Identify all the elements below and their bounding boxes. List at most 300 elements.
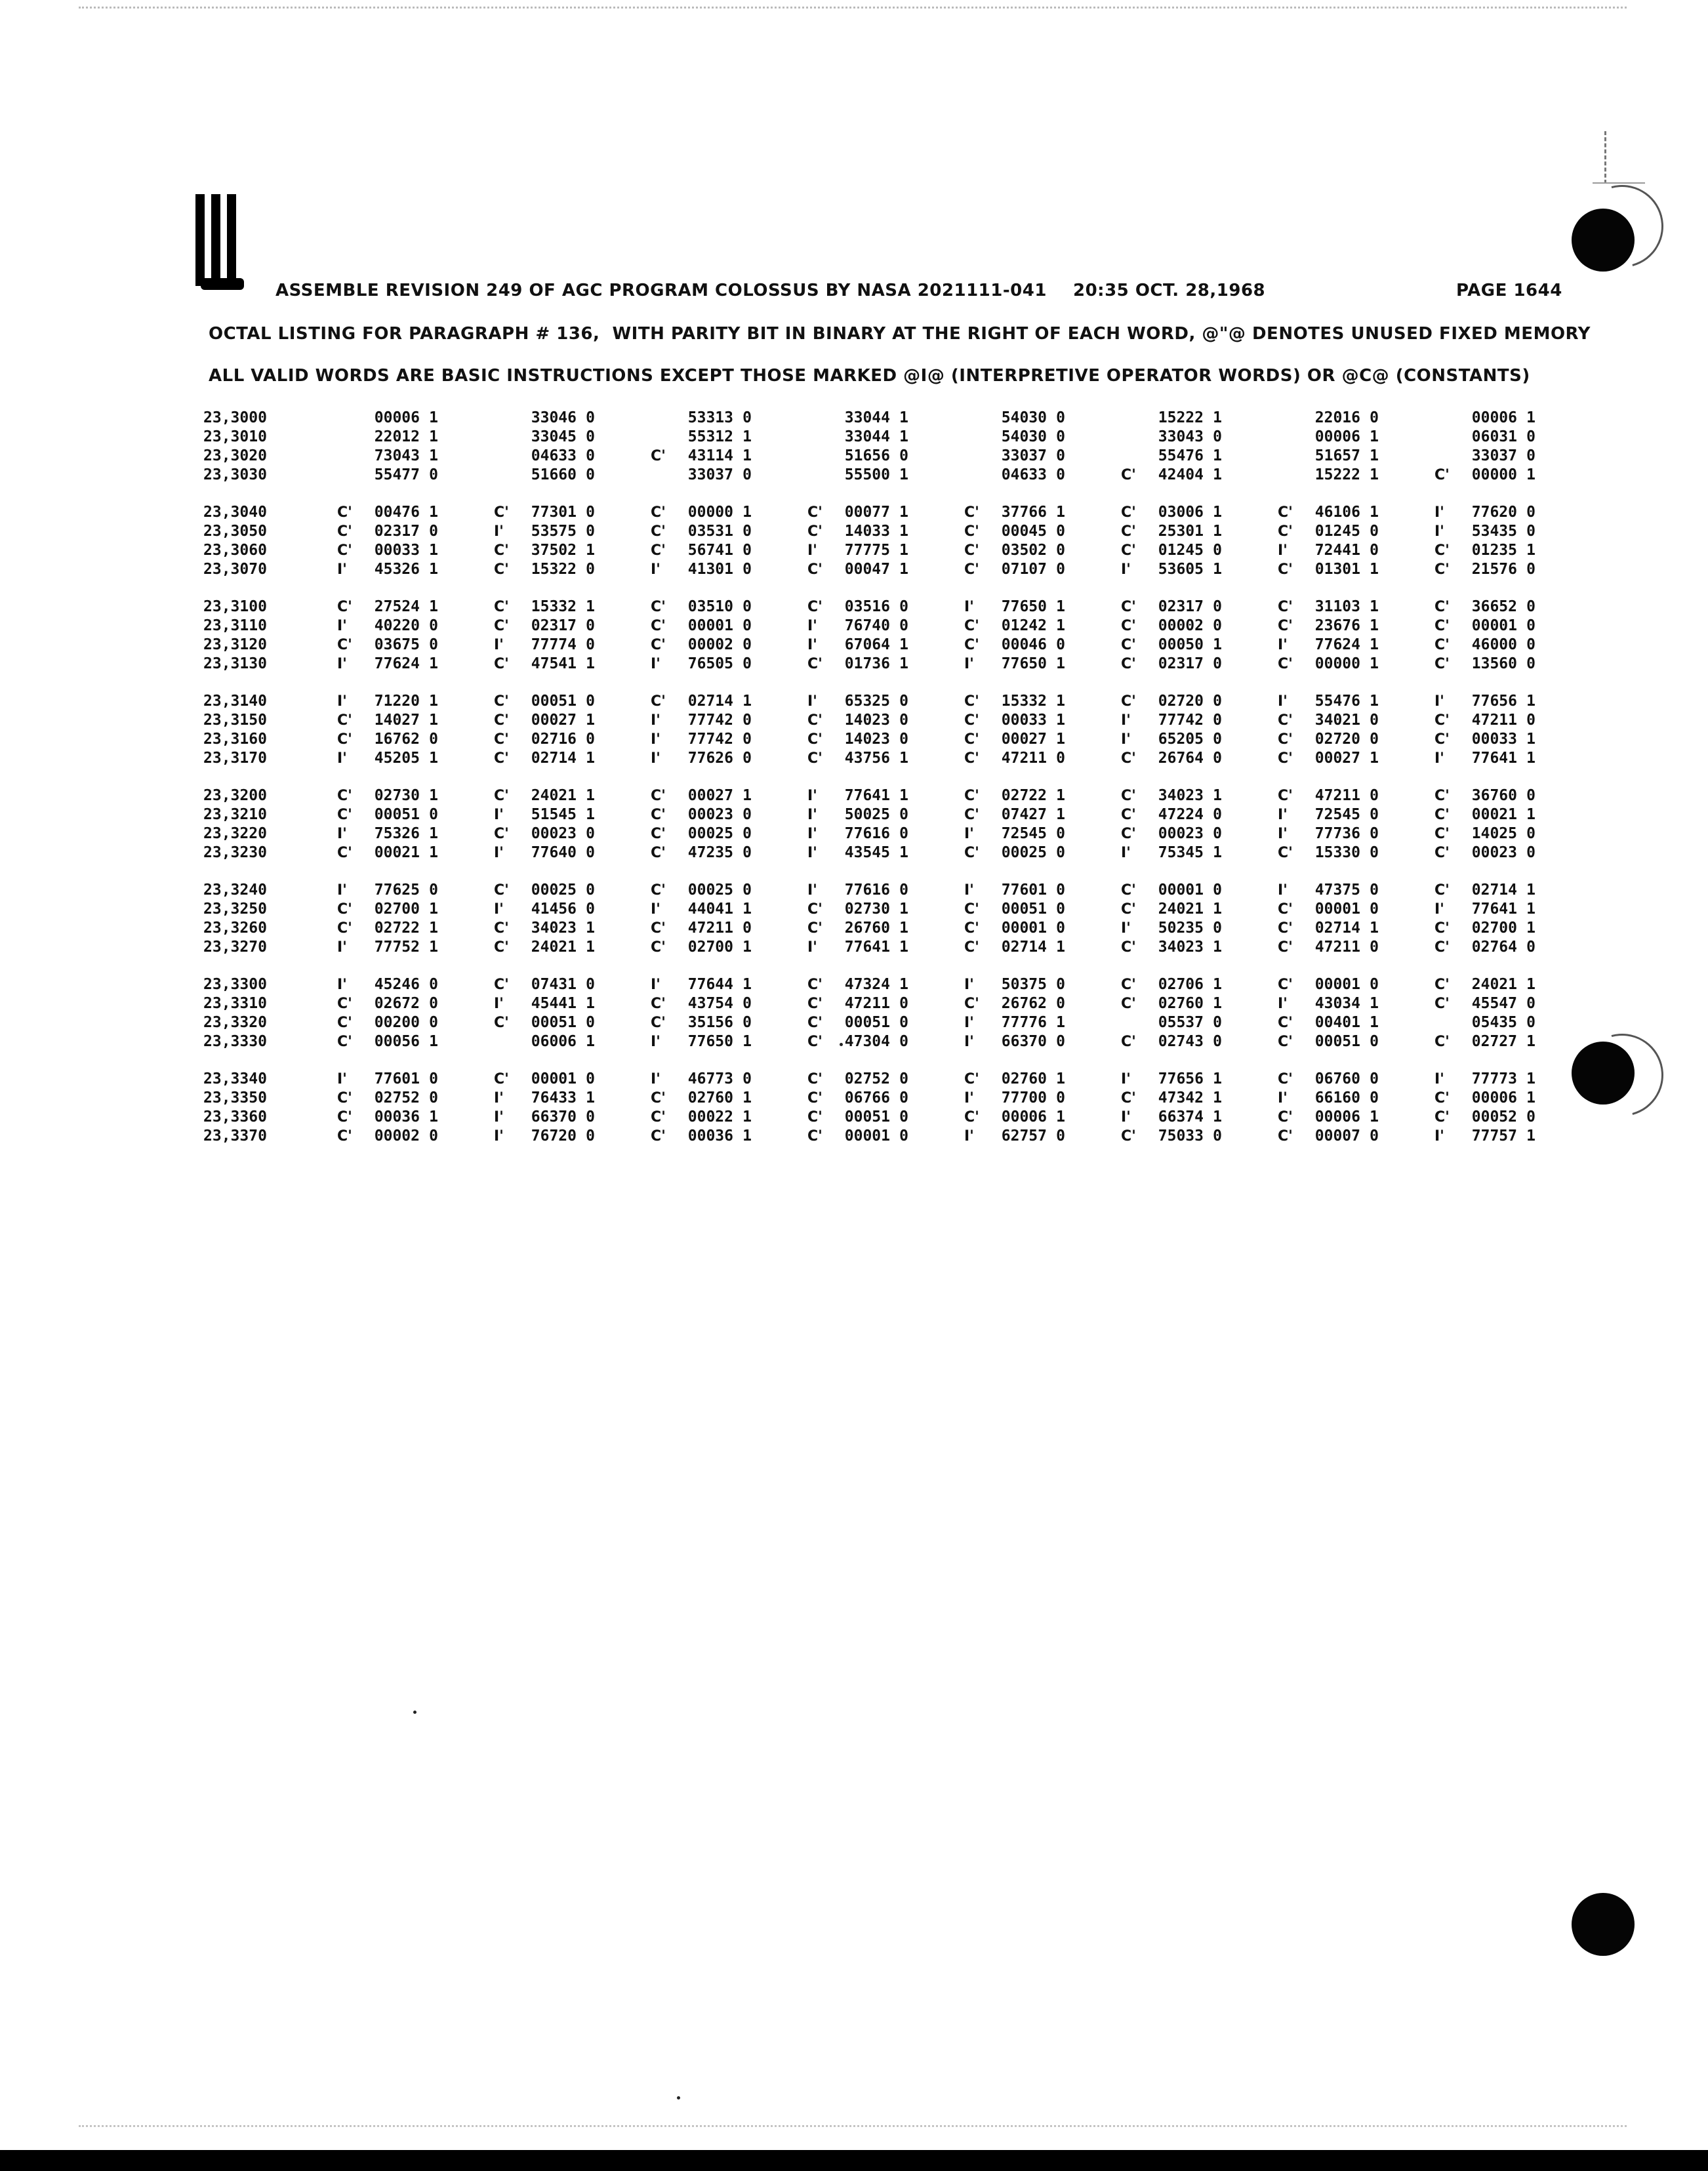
parity-bit: 0 (1213, 806, 1222, 823)
parity-bit: 1 (1370, 504, 1379, 521)
parity-bit: 0 (586, 636, 595, 653)
listing-row (203, 1108, 1568, 1127)
octal-value: 24021 (531, 787, 577, 804)
word-type-marker: C' (807, 901, 823, 918)
octal-value: 24021 (1471, 976, 1517, 993)
word-type-marker: C' (1434, 920, 1450, 937)
parity-bit: 0 (1526, 712, 1535, 729)
octal-word (494, 447, 625, 464)
listing-row (203, 428, 1568, 447)
parity-bit: 1 (1526, 693, 1535, 710)
octal-word (494, 995, 625, 1012)
word-type-marker: C' (964, 637, 979, 653)
octal-value: 55476 (1314, 693, 1360, 710)
octal-value: 21576 (1471, 561, 1517, 578)
octal-word (1434, 806, 1566, 823)
octal-word (1121, 561, 1252, 578)
listing-row (203, 750, 1568, 769)
word-type-marker: C' (1121, 939, 1136, 956)
parity-bit: 0 (429, 995, 438, 1012)
octal-value: 77736 (1314, 825, 1360, 842)
word-type-marker: I' (337, 750, 347, 767)
word-type-marker: C' (494, 504, 509, 521)
octal-value: 00000 (1314, 655, 1360, 672)
octal-word (964, 693, 1095, 710)
octal-value: 56741 (687, 542, 733, 559)
word-type-marker: C' (1121, 523, 1136, 540)
word-type-marker: I' (494, 1090, 504, 1106)
octal-word (964, 1127, 1095, 1145)
octal-value: 02716 (531, 731, 577, 748)
word-type-marker: I' (964, 826, 974, 842)
octal-value: 37502 (531, 542, 577, 559)
octal-word (651, 825, 782, 842)
word-type-marker: C' (807, 920, 823, 937)
parity-bit: 1 (1370, 750, 1379, 767)
octal-value: 55477 (374, 466, 420, 483)
octal-word (494, 976, 625, 993)
word-type-marker: C' (1121, 901, 1136, 918)
octal-word (337, 1089, 468, 1106)
parity-bit: 0 (742, 844, 752, 861)
octal-word (1278, 447, 1409, 464)
octal-word (1278, 561, 1409, 578)
parity-bit: 1 (1370, 1014, 1379, 1031)
parity-bit: 1 (1056, 731, 1065, 748)
word-type-marker: I' (1121, 845, 1131, 861)
octal-value: 00476 (374, 504, 420, 521)
octal-value: 77700 (1001, 1089, 1047, 1106)
parity-bit: 0 (1526, 561, 1535, 578)
word-type-marker: C' (1121, 599, 1136, 615)
octal-value: 77626 (687, 750, 733, 767)
octal-value: 02317 (531, 617, 577, 634)
parity-bit: 0 (899, 1108, 908, 1126)
octal-word (1121, 617, 1252, 634)
parity-bit: 0 (1370, 787, 1379, 804)
octal-word (964, 976, 1095, 993)
word-type-marker: C' (337, 788, 352, 804)
parity-bit: 1 (1370, 561, 1379, 578)
memory-address: 23,3160 (203, 731, 267, 748)
listing-row (203, 1014, 1568, 1033)
word-type-marker: C' (1121, 977, 1136, 993)
octal-value: 01242 (1001, 617, 1047, 634)
octal-word (494, 1089, 625, 1106)
octal-word (807, 1127, 939, 1145)
octal-value: 05537 (1158, 1014, 1204, 1031)
octal-value: 00050 (1158, 636, 1204, 653)
parity-bit: 1 (899, 976, 908, 993)
hole-punch-middle (1572, 1042, 1635, 1105)
word-type-marker: C' (807, 731, 823, 748)
parity-bit: 1 (1370, 617, 1379, 634)
octal-value: 77644 (687, 976, 733, 993)
octal-value: 47211 (1314, 787, 1360, 804)
octal-word (651, 750, 782, 767)
word-type-marker: I' (651, 656, 661, 672)
parity-bit: 1 (429, 428, 438, 445)
parity-bit: 1 (1056, 806, 1065, 823)
word-type-marker: C' (1434, 656, 1450, 672)
parity-bit: 0 (1213, 1127, 1222, 1145)
octal-word (651, 466, 782, 483)
word-type-marker: C' (964, 618, 979, 634)
memory-address: 23,3010 (203, 428, 267, 445)
word-type-marker: C' (1434, 599, 1450, 615)
word-type-marker: C' (1278, 599, 1293, 615)
octal-value: 00006 (1001, 1108, 1047, 1126)
parity-bit: 1 (742, 447, 752, 464)
octal-word (807, 825, 939, 842)
octal-word (1278, 806, 1409, 823)
octal-word (651, 655, 782, 672)
octal-word (964, 409, 1095, 426)
listing-row (203, 882, 1568, 901)
octal-word (1278, 655, 1409, 672)
octal-value: 00033 (374, 542, 420, 559)
listing-row (203, 1033, 1568, 1052)
octal-value: 53313 (687, 409, 733, 426)
parity-bit: 0 (1213, 693, 1222, 710)
word-type-marker: C' (494, 561, 509, 578)
octal-value: 02714 (687, 693, 733, 710)
octal-value: 77775 (844, 542, 890, 559)
octal-value: 16762 (374, 731, 420, 748)
octal-word (337, 1033, 468, 1050)
memory-address: 23,3320 (203, 1014, 267, 1031)
octal-value: 47211 (1471, 712, 1517, 729)
listing-row (203, 939, 1568, 958)
octal-value: 00033 (1471, 731, 1517, 748)
octal-value: 77757 (1471, 1127, 1517, 1145)
parity-bit: 1 (1213, 466, 1222, 483)
word-type-marker: C' (494, 882, 509, 899)
parity-bit: 1 (1526, 1070, 1535, 1087)
parity-bit: 0 (1370, 731, 1379, 748)
octal-word (337, 976, 468, 993)
parity-bit: 0 (1213, 825, 1222, 842)
octal-word (337, 731, 468, 748)
parity-bit: 1 (742, 976, 752, 993)
parity-bit: 1 (586, 598, 595, 615)
parity-bit: 1 (899, 750, 908, 767)
octal-word (807, 976, 939, 993)
word-type-marker: I' (807, 882, 817, 899)
page-number: PAGE 1644 (1456, 281, 1562, 300)
octal-value: 23676 (1314, 617, 1360, 634)
scan-speck (413, 1711, 417, 1714)
parity-bit: 1 (586, 939, 595, 956)
octal-word (337, 655, 468, 672)
parity-bit: 0 (899, 712, 908, 729)
parity-bit: 1 (1526, 1089, 1535, 1106)
octal-word (1278, 466, 1409, 483)
octal-value: 01301 (1314, 561, 1360, 578)
parity-bit: 1 (586, 655, 595, 672)
listing-block (203, 504, 1568, 580)
octal-value: 47541 (531, 655, 577, 672)
octal-word (651, 920, 782, 937)
word-type-marker: C' (337, 637, 352, 653)
word-type-marker: I' (807, 826, 817, 842)
octal-value: 00046 (1001, 636, 1047, 653)
parity-bit: 1 (1213, 561, 1222, 578)
octal-value: 77601 (1001, 882, 1047, 899)
octal-value: 00401 (1314, 1014, 1360, 1031)
listing-block (203, 598, 1568, 674)
parity-bit: 0 (1056, 523, 1065, 540)
octal-value: 02752 (374, 1089, 420, 1106)
parity-bit: 0 (742, 806, 752, 823)
parity-bit: 1 (1056, 504, 1065, 521)
octal-value: 75033 (1158, 1127, 1204, 1145)
parity-bit: 0 (586, 447, 595, 464)
word-type-marker: I' (651, 977, 661, 993)
parity-bit: 1 (1213, 1089, 1222, 1106)
parity-bit: 0 (1370, 1033, 1379, 1050)
octal-word (1121, 598, 1252, 615)
word-type-marker: C' (651, 1015, 666, 1031)
parity-bit: 0 (1526, 995, 1535, 1012)
word-type-marker: C' (1278, 1109, 1293, 1126)
listing-row (203, 447, 1568, 466)
octal-word (1121, 1014, 1252, 1031)
listing-row (203, 617, 1568, 636)
word-type-marker: C' (337, 712, 352, 729)
word-type-marker: C' (964, 561, 979, 578)
octal-value: 76720 (531, 1127, 577, 1145)
registration-bar (195, 194, 205, 286)
parity-bit: 0 (1056, 409, 1065, 426)
octal-word (651, 995, 782, 1012)
octal-word (1121, 1070, 1252, 1087)
octal-word (1278, 523, 1409, 540)
parity-bit: 0 (586, 504, 595, 521)
octal-value: 33044 (844, 428, 890, 445)
parity-bit: 1 (742, 428, 752, 445)
octal-word (1121, 976, 1252, 993)
memory-address: 23,3150 (203, 712, 267, 729)
parity-bit: 1 (1370, 995, 1379, 1012)
octal-word (494, 409, 625, 426)
parity-bit: 0 (586, 561, 595, 578)
octal-value: 02714 (531, 750, 577, 767)
registration-bar (227, 194, 236, 286)
parity-bit: 0 (899, 806, 908, 823)
octal-word (494, 636, 625, 653)
word-type-marker: C' (651, 599, 666, 615)
octal-value: 27524 (374, 598, 420, 615)
octal-value: 77640 (531, 844, 577, 861)
parity-bit: 1 (429, 920, 438, 937)
octal-word (1434, 901, 1566, 918)
octal-word (651, 1033, 782, 1050)
octal-value: 75326 (374, 825, 420, 842)
word-type-marker: C' (1434, 542, 1450, 559)
memory-address: 23,3270 (203, 939, 267, 956)
octal-word (494, 561, 625, 578)
octal-word (1434, 598, 1566, 615)
parity-bit: 1 (1213, 976, 1222, 993)
octal-word (1278, 1127, 1409, 1145)
octal-value: 00022 (687, 1108, 733, 1126)
octal-word (337, 787, 468, 804)
octal-word (1278, 995, 1409, 1012)
word-type-marker: C' (964, 542, 979, 559)
listing-row (203, 825, 1568, 844)
octal-word (337, 561, 468, 578)
octal-word (964, 447, 1095, 464)
parity-bit: 0 (1056, 1127, 1065, 1145)
octal-value: 01736 (844, 655, 890, 672)
octal-word (651, 806, 782, 823)
word-type-marker: C' (807, 996, 823, 1012)
octal-word (1121, 920, 1252, 937)
octal-value: 77624 (1314, 636, 1360, 653)
parity-bit: 1 (1213, 1070, 1222, 1087)
octal-word (964, 731, 1095, 748)
parity-bit: 0 (742, 561, 752, 578)
octal-word (494, 882, 625, 899)
octal-word (1121, 939, 1252, 956)
parity-bit: 0 (1370, 825, 1379, 842)
memory-address: 23,3350 (203, 1089, 267, 1106)
memory-address: 23,3060 (203, 542, 267, 559)
octal-value: 00001 (687, 617, 733, 634)
parity-bit: 0 (429, 1070, 438, 1087)
word-type-marker: C' (1278, 712, 1293, 729)
octal-word (807, 466, 939, 483)
octal-value: 76740 (844, 617, 890, 634)
octal-value: 03502 (1001, 542, 1047, 559)
octal-value: 72441 (1314, 542, 1360, 559)
octal-value: 15332 (531, 598, 577, 615)
octal-word (337, 504, 468, 521)
parity-bit: 1 (1213, 523, 1222, 540)
octal-word (964, 1070, 1095, 1087)
octal-value: 33037 (1471, 447, 1517, 464)
octal-value: 43034 (1314, 995, 1360, 1012)
word-type-marker: C' (337, 1128, 352, 1145)
octal-value: 72545 (1314, 806, 1360, 823)
word-type-marker: C' (337, 731, 352, 748)
octal-word (494, 504, 625, 521)
parity-bit: 1 (1056, 598, 1065, 615)
memory-address: 23,3030 (203, 466, 267, 483)
octal-word (807, 1033, 939, 1050)
parity-bit: 0 (742, 731, 752, 748)
parity-bit: 0 (1370, 901, 1379, 918)
octal-word (1278, 844, 1409, 861)
parity-bit: 0 (1056, 901, 1065, 918)
parity-bit: 0 (586, 825, 595, 842)
word-type-marker: C' (1121, 693, 1136, 710)
octal-value: 43114 (687, 447, 733, 464)
octal-value: 71220 (374, 693, 420, 710)
parity-bit: 0 (429, 976, 438, 993)
octal-value: 77601 (374, 1070, 420, 1087)
octal-value: 00006 (1471, 409, 1517, 426)
parity-bit: 0 (742, 920, 752, 937)
octal-word (964, 806, 1095, 823)
word-type-marker: I' (337, 977, 347, 993)
octal-word (651, 447, 782, 464)
word-type-marker: I' (807, 939, 817, 956)
octal-word (1121, 636, 1252, 653)
octal-value: 31103 (1314, 598, 1360, 615)
octal-word (494, 523, 625, 540)
octal-value: 50025 (844, 806, 890, 823)
word-type-marker: I' (807, 807, 817, 823)
word-type-marker: C' (494, 977, 509, 993)
octal-word (807, 428, 939, 445)
octal-word (1434, 750, 1566, 767)
octal-word (807, 1089, 939, 1106)
word-type-marker: C' (964, 996, 979, 1012)
octal-value: 45326 (374, 561, 420, 578)
word-type-marker: C' (494, 599, 509, 615)
listing-row (203, 1127, 1568, 1146)
parity-bit: 0 (899, 693, 908, 710)
octal-value: 77752 (374, 939, 420, 956)
octal-word (1278, 901, 1409, 918)
octal-word (1278, 1014, 1409, 1031)
octal-value: 00023 (1158, 825, 1204, 842)
word-type-marker: C' (337, 523, 352, 540)
word-type-marker: I' (964, 977, 974, 993)
listing-row (203, 731, 1568, 750)
parity-bit: 0 (1370, 1127, 1379, 1145)
octal-value: 77624 (374, 655, 420, 672)
octal-value: 15332 (1001, 693, 1047, 710)
parity-bit: 1 (742, 787, 752, 804)
octal-value: 45246 (374, 976, 420, 993)
octal-value: 25301 (1158, 523, 1204, 540)
parity-bit: 1 (742, 504, 752, 521)
octal-value: 77641 (1471, 750, 1517, 767)
listing-row (203, 712, 1568, 731)
octal-word (964, 787, 1095, 804)
octal-value: 14027 (374, 712, 420, 729)
memory-address: 23,3070 (203, 561, 267, 578)
octal-value: 03516 (844, 598, 890, 615)
word-type-marker: C' (1278, 523, 1293, 540)
octal-value: 47324 (844, 976, 890, 993)
octal-value: 03510 (687, 598, 733, 615)
parity-bit: 0 (742, 542, 752, 559)
octal-value: 02760 (1001, 1070, 1047, 1087)
word-type-marker: I' (1121, 1109, 1131, 1126)
word-type-marker: C' (494, 618, 509, 634)
listing-block (203, 976, 1568, 1052)
parity-bit: 1 (1526, 466, 1535, 483)
octal-value: 40220 (374, 617, 420, 634)
word-type-marker: C' (1278, 845, 1293, 861)
word-type-marker: I' (807, 637, 817, 653)
octal-word (964, 995, 1095, 1012)
word-type-marker: C' (337, 996, 352, 1012)
word-type-marker: C' (1434, 939, 1450, 956)
parity-bit: 0 (1370, 1089, 1379, 1106)
octal-value: 77774 (531, 636, 577, 653)
word-type-marker: I' (964, 882, 974, 899)
word-type-marker: I' (1278, 807, 1288, 823)
parity-bit: 0 (742, 409, 752, 426)
word-type-marker: I' (337, 561, 347, 578)
parity-bit: 1 (1526, 731, 1535, 748)
word-type-marker: C' (1121, 618, 1136, 634)
